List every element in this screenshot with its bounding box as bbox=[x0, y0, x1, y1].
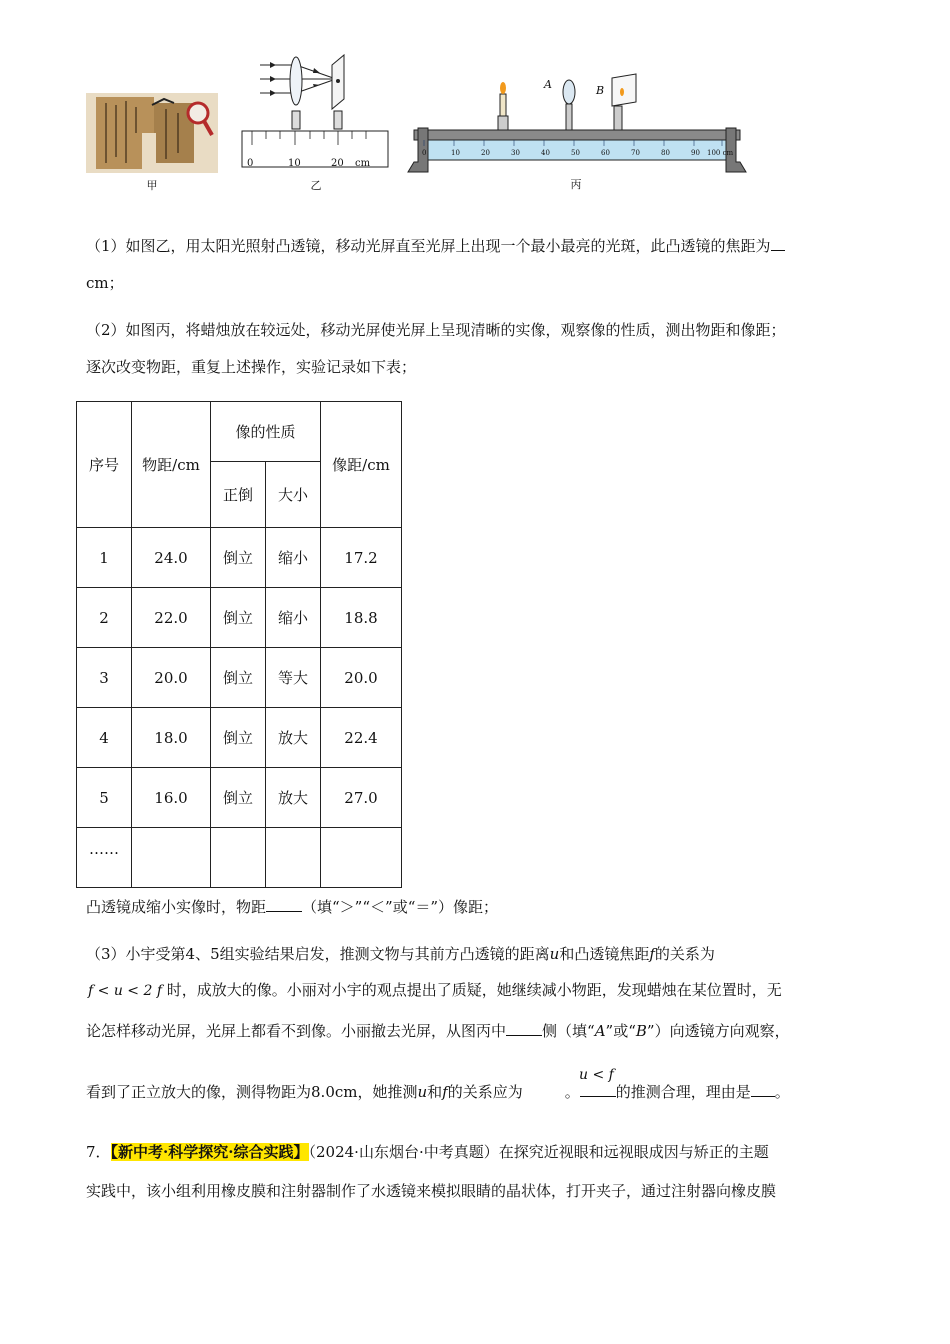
bamboo-slip-photo bbox=[86, 93, 218, 173]
header-index: 序号 bbox=[77, 402, 132, 528]
var-u: u bbox=[417, 1083, 428, 1101]
q3-line3-a: 论怎样移动光屏，光屏上都看不到像。小丽撤去光屏，从图丙中 bbox=[86, 1022, 507, 1040]
header-size: 大小 bbox=[266, 462, 321, 528]
figure-bing-caption: 丙 bbox=[570, 178, 582, 191]
lens-label-a: A bbox=[544, 78, 552, 91]
figure-jia bbox=[86, 93, 218, 192]
cell-index: 1 bbox=[77, 528, 132, 588]
cell-index: 5 bbox=[77, 768, 132, 828]
q7-line1-text: （2024·山东烟台·中考真题）在探究近视眼和远视眼成因与矫正的主题 bbox=[308, 1143, 769, 1161]
ruler-tick-20: 20 bbox=[331, 158, 344, 169]
optical-bench-diagram bbox=[404, 72, 750, 176]
cell-object-distance: 18.0 bbox=[132, 708, 211, 768]
compare-answer-blank[interactable] bbox=[266, 897, 302, 912]
cell-object-distance bbox=[132, 828, 211, 888]
figure-jia-caption: 甲 bbox=[146, 179, 158, 192]
cell-orientation: 倒立 bbox=[211, 768, 266, 828]
table-row bbox=[77, 708, 402, 768]
option-b: B bbox=[635, 1022, 647, 1040]
cell-orientation: 倒立 bbox=[211, 528, 266, 588]
cell-image-distance bbox=[321, 828, 402, 888]
table-row bbox=[77, 828, 402, 888]
person-answer-blank[interactable] bbox=[580, 1082, 616, 1097]
bench-tick-40: 40 bbox=[541, 149, 550, 157]
q3-line3-b: 侧（填“ bbox=[542, 1022, 595, 1040]
cell-size: 缩小 bbox=[266, 588, 321, 648]
cell-image-distance: 17.2 bbox=[321, 528, 402, 588]
after-table-prefix: 凸透镜成缩小实像时，物距 bbox=[86, 898, 267, 916]
figure-yi bbox=[240, 53, 390, 193]
inequality-f-u-2f: f < u < 2 f bbox=[88, 983, 162, 999]
after-table-line bbox=[86, 897, 498, 917]
experiment-record-table bbox=[76, 401, 402, 888]
cell-image-distance: 18.8 bbox=[321, 588, 402, 648]
q3-line2-text: 时，成放大的像。小丽对小宇的观点提出了质疑，她继续减小物距，发现蜡烛在某位置时，无 bbox=[166, 981, 782, 999]
q3-line1-a: （3）小宇受第4、5组实验结果启发，推测文物与其前方凸透镜的距离 bbox=[86, 945, 550, 963]
q3-line4-a: 看到了正立放大的像，测得物距为8.0cm，她推测 bbox=[86, 1083, 418, 1101]
bench-tick-30: 30 bbox=[511, 149, 520, 157]
bench-tick-10: 10 bbox=[451, 149, 460, 157]
var-f: f bbox=[442, 1083, 448, 1101]
cell-object-distance: 22.0 bbox=[132, 588, 211, 648]
q1-suffix: cm； bbox=[86, 274, 124, 292]
cell-image-distance: 22.4 bbox=[321, 708, 402, 768]
bench-tick-60: 60 bbox=[601, 149, 610, 157]
cell-image-distance: 20.0 bbox=[321, 648, 402, 708]
cell-index: …… bbox=[77, 828, 132, 888]
q2-line2: 逐次改变物距，重复上述操作，实验记录如下表； bbox=[86, 358, 417, 376]
header-image-distance: 像距/cm bbox=[321, 402, 402, 528]
q3-line4-b: 和 bbox=[427, 1083, 443, 1101]
cell-size: 等大 bbox=[266, 648, 321, 708]
bench-tick-90: 90 bbox=[691, 149, 700, 157]
cell-object-distance: 20.0 bbox=[132, 648, 211, 708]
header-object-distance: 物距/cm bbox=[132, 402, 211, 528]
q3-line1-b: 和凸透镜焦距 bbox=[559, 945, 650, 963]
cell-orientation: 倒立 bbox=[211, 648, 266, 708]
side-answer-blank[interactable] bbox=[506, 1021, 542, 1036]
q7-line1 bbox=[86, 1142, 769, 1162]
bench-tick-50: 50 bbox=[571, 149, 580, 157]
q3-line2 bbox=[88, 980, 782, 1001]
bench-tick-0: 0 bbox=[422, 149, 427, 157]
q7-line2: 实践中，该小组利用橡皮膜和注射器制作了水透镜来模拟眼睛的晶状体，打开夹子，通过注射器向橡皮膜 bbox=[86, 1182, 777, 1200]
cell-orientation bbox=[211, 828, 266, 888]
q3-line4-f: 。 bbox=[774, 1083, 790, 1101]
cell-object-distance: 16.0 bbox=[132, 768, 211, 828]
q3-line3-c: ”或“ bbox=[605, 1022, 636, 1040]
lens-focus-diagram bbox=[240, 53, 390, 173]
cell-size: 放大 bbox=[266, 708, 321, 768]
cell-size bbox=[266, 828, 321, 888]
after-table-suffix: （填“＞”“＜”或“＝”）像距； bbox=[302, 898, 499, 916]
q3-line4 bbox=[86, 1082, 790, 1102]
bench-tick-70: 70 bbox=[631, 149, 640, 157]
screen-label-b: B bbox=[596, 84, 605, 97]
figure-bing bbox=[404, 72, 750, 192]
q1-prefix: （1）如图乙，用太阳光照射凸透镜，移动光屏直至光屏上出现一个最小最亮的光斑，此凸透镜的焦距为 bbox=[86, 237, 771, 255]
q3-line3-d: ”）向透镜方向观察， bbox=[646, 1022, 790, 1040]
q3-line4-d: 。 bbox=[564, 1083, 580, 1101]
inequality-u-f: u < f bbox=[579, 1067, 614, 1083]
bench-tick-80: 80 bbox=[661, 149, 670, 157]
q1-line1 bbox=[86, 236, 785, 256]
cell-index: 2 bbox=[77, 588, 132, 648]
cell-image-distance: 27.0 bbox=[321, 768, 402, 828]
q7-number: 7． bbox=[86, 1143, 111, 1161]
q3-line4-c: 的关系应为 bbox=[447, 1083, 523, 1101]
cell-object-distance: 24.0 bbox=[132, 528, 211, 588]
table-row bbox=[77, 768, 402, 828]
ruler-tick-10: 10 bbox=[288, 158, 301, 169]
q1-answer-blank[interactable] bbox=[771, 236, 785, 251]
q3-line4-e: 的推测合理，理由是 bbox=[615, 1083, 751, 1101]
cell-size: 缩小 bbox=[266, 528, 321, 588]
table-row bbox=[77, 588, 402, 648]
q3-line1-c: 的关系为 bbox=[654, 945, 715, 963]
var-u: u bbox=[549, 945, 560, 963]
cell-index: 3 bbox=[77, 648, 132, 708]
cell-index: 4 bbox=[77, 708, 132, 768]
bench-tick-20: 20 bbox=[481, 149, 490, 157]
ruler-tick-0: 0 bbox=[247, 158, 254, 169]
magnifier-icon bbox=[188, 103, 208, 123]
q3-line3 bbox=[86, 1021, 790, 1041]
table-row bbox=[77, 648, 402, 708]
figure-yi-caption: 乙 bbox=[310, 179, 322, 192]
option-a: A bbox=[594, 1022, 606, 1040]
var-f: f bbox=[649, 945, 655, 963]
cell-size: 放大 bbox=[266, 768, 321, 828]
q3-line1 bbox=[86, 944, 715, 964]
reason-answer-blank[interactable] bbox=[751, 1082, 775, 1097]
q7-tag: 【新中考·科学探究·综合实践】 bbox=[110, 1143, 309, 1161]
table-row bbox=[77, 528, 402, 588]
header-image-nature: 像的性质 bbox=[211, 402, 321, 462]
cell-orientation: 倒立 bbox=[211, 588, 266, 648]
cell-orientation: 倒立 bbox=[211, 708, 266, 768]
bench-tick-100: 100 cm bbox=[707, 149, 734, 157]
header-orientation: 正倒 bbox=[211, 462, 266, 528]
q2-line1: （2）如图丙，将蜡烛放在较远处，移动光屏使光屏上呈现清晰的实像，观察像的性质，测出物距和像距； bbox=[86, 321, 786, 339]
ruler-unit: cm bbox=[355, 158, 371, 169]
